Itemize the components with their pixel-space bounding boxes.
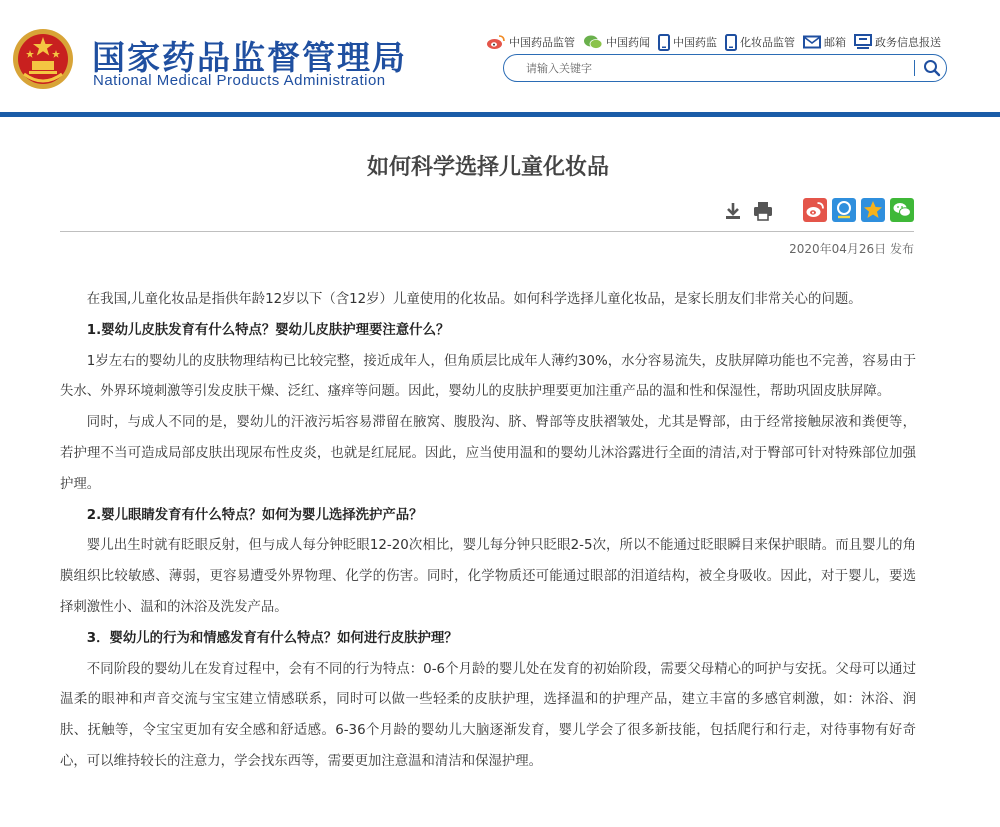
- top-link-label: 化妆品监管: [740, 36, 795, 49]
- wechat-share-icon[interactable]: [890, 198, 914, 222]
- top-link-label: 中国药品监管: [509, 36, 575, 49]
- search-input[interactable]: [526, 60, 906, 76]
- weibo-icon: [486, 34, 506, 50]
- article-paragraph: 在我国,儿童化妆品是指供年龄12岁以下（含12岁）儿童使用的化妆品。如何科学选择儿童化妆品，是家长朋友们非常关心的问题。: [86, 292, 862, 307]
- title-separator: [60, 231, 914, 232]
- site-brand-en[interactable]: National Medical Products Administration: [93, 72, 386, 89]
- monitor-icon: [854, 34, 872, 50]
- mobile-icon: [725, 34, 737, 51]
- national-emblem-icon: [12, 28, 74, 90]
- site-header: [0, 0, 1000, 118]
- search-box: [503, 54, 947, 82]
- top-link-label: 中国药监: [673, 36, 717, 49]
- top-link-label: 邮箱: [824, 36, 846, 49]
- top-link-label: 政务信息报送: [875, 36, 941, 49]
- download-icon[interactable]: [722, 200, 744, 222]
- site-brand-cn[interactable]: 国家药品监督管理局: [92, 38, 407, 77]
- top-link-label: 中国药闻: [606, 36, 650, 49]
- print-icon[interactable]: [752, 200, 774, 222]
- wechat-icon: [583, 34, 603, 50]
- top-link-mail[interactable]: [803, 34, 846, 50]
- article-title: 如何科学选择儿童化妆品: [366, 154, 609, 180]
- article-paragraph: 不同阶段的婴幼儿在发育过程中，会有不同的行为特点：0-6个月龄的婴儿处在发育的初始阶段，需要父母精心的呵护与安抚。父母可以通过温柔的眼神和声音交流与宝宝建立情感联系，同时可以做一些轻柔的皮肤护理，选择温和的护理产品，建立丰富的多感官刺激，如：沐浴、润肤、抚触等，令宝宝更加有安全感和舒适感。6-36个月龄的婴幼儿大脑逐渐发育，婴儿学会了很多新技能，包括爬行和行走，对待事物有好奇心，可以维持较长的注意力，学会找东西等，需要更加注意温和清洁和保湿护理。: [60, 661, 916, 769]
- top-link-mobile-1[interactable]: [658, 34, 717, 51]
- top-link-weibo[interactable]: [486, 34, 575, 50]
- top-link-report[interactable]: [854, 34, 941, 50]
- article-heading: 2.婴儿眼睛发育有什么特点？如何为婴儿选择洗护产品？: [86, 507, 423, 523]
- header-divider-bar: [0, 112, 1000, 117]
- publish-date: 2020年04月26日 发布: [789, 242, 914, 256]
- mail-icon: [803, 35, 821, 49]
- favorite-star-icon[interactable]: [861, 198, 885, 222]
- article-paragraph: 婴儿出生时就有眨眼反射，但与成人每分钟眨眼12-20次相比，婴儿每分钟只眨眼2-5次，所以不能通过眨眼瞬目来保护眼睛。而且婴儿的角膜组织比较敏感、薄弱，更容易遭受外界物理、化学的伤害。同时，化学物质还可能通过眼部的泪道结构，被全身吸收。因此，对于婴儿，要选择刺激性小、温和的沐浴及洗发产品。: [60, 538, 916, 615]
- article-body: [60, 285, 916, 778]
- article-paragraph: 同时，与成人不同的是，婴幼儿的汗液污垢容易滞留在腋窝、腹股沟、脐、臀部等皮肤褶皱处，尤其是臀部，由于经常接触尿液和粪便等，若护理不当可造成局部皮肤出现尿布性皮炎，也就是红屁屁。因此，应当使用温和的婴幼儿沐浴露进行全面的清洁,对于臀部可针对特殊部位加强护理。: [60, 415, 916, 492]
- search-divider: [914, 60, 915, 76]
- article-heading: 1.婴幼儿皮肤发育有什么特点？婴幼儿皮肤护理要注意什么？: [86, 322, 450, 338]
- top-link-mobile-2[interactable]: [725, 34, 795, 51]
- article-heading: 3．婴幼儿的行为和情感发育有什么特点？如何进行皮肤护理？: [86, 630, 458, 646]
- mobile-icon: [658, 34, 670, 51]
- article-paragraph: 1岁左右的婴幼儿的皮肤物理结构已比较完整，接近成年人，但角质层比成年人薄约30%，水分容易流失，皮肤屏障功能也不完善，容易由于失水、外界环境刺激等引发皮肤干燥、泛红、瘙痒等问题。因此，婴幼儿的皮肤护理要更加注重产品的温和性和保湿性，帮助巩固皮肤屏障。: [60, 353, 916, 400]
- weibo-share-icon[interactable]: [803, 198, 827, 222]
- top-link-wechat[interactable]: [583, 34, 650, 50]
- top-links: [486, 33, 949, 51]
- qzone-share-icon[interactable]: [832, 198, 856, 222]
- search-icon[interactable]: [922, 58, 942, 78]
